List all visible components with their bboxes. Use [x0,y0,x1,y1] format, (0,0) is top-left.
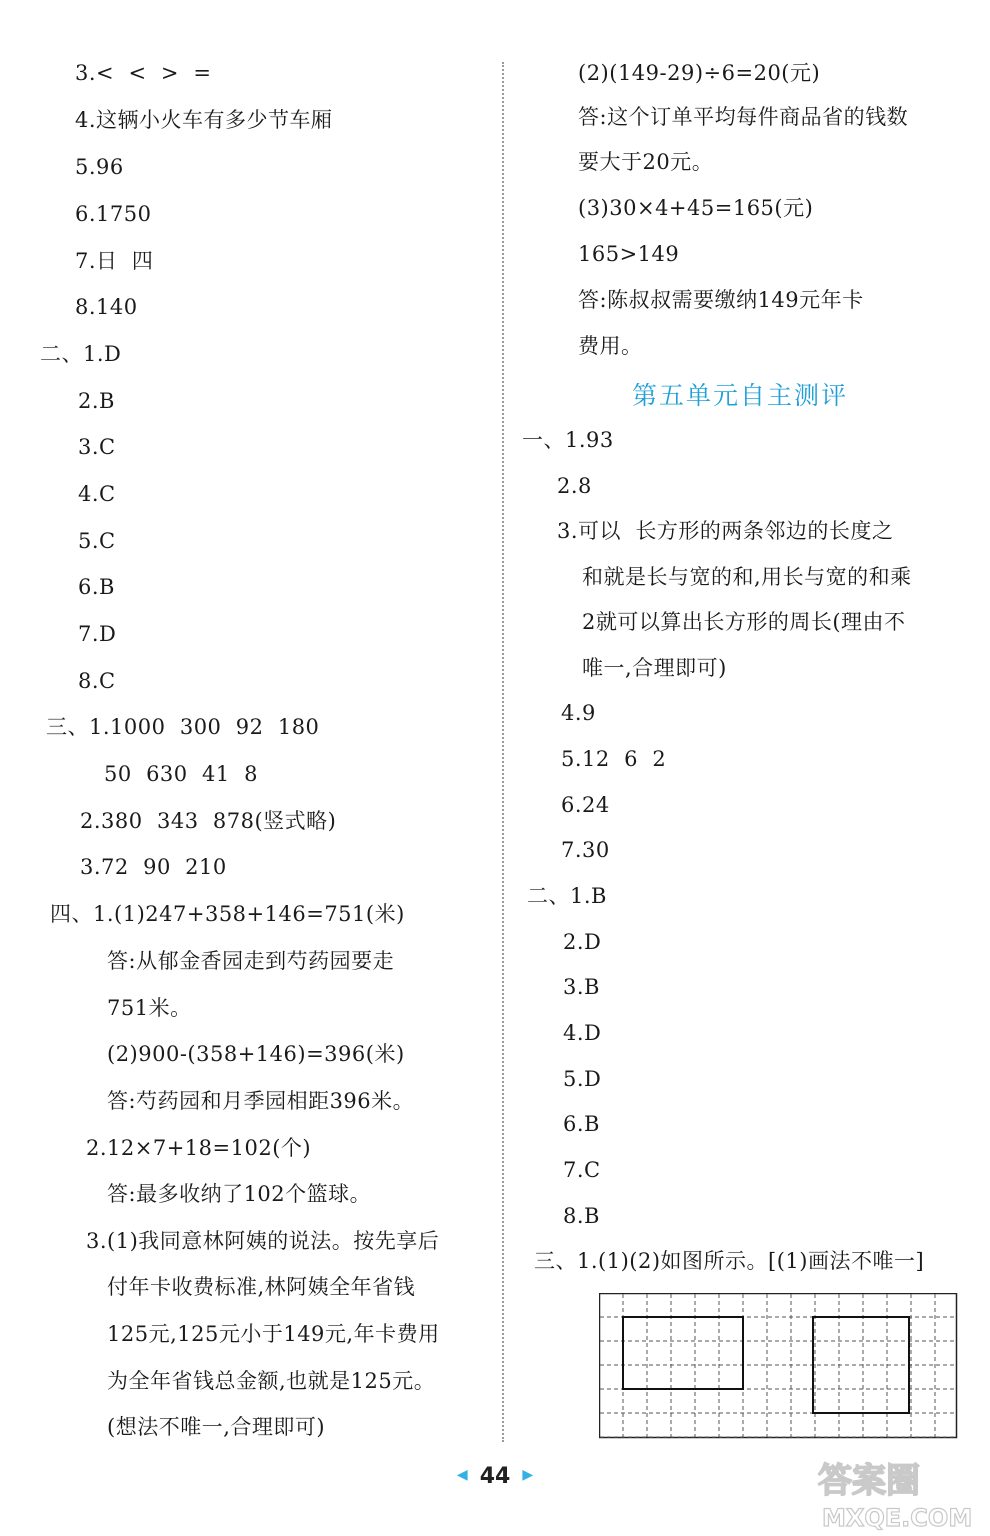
answer-line: 7.D [78,622,117,646]
answer-line: 751米。 [107,996,192,1020]
section-title: 第五单元自主测评 [631,381,848,410]
answer-line: 2.D [563,930,602,954]
answer-line: 答:这个订单平均每件商品省的钱数 [578,105,909,129]
answer-line: (想法不唯一,合理即可) [107,1415,326,1439]
answer-line: 7.日 四 [75,249,154,273]
answer-line: 3.< < > = [75,61,212,85]
answer-line: 4.C [78,482,116,506]
answer-line: 要大于20元。 [578,150,714,174]
answer-line: 答:从郁金香园走到芍药园要走 [107,949,395,973]
answer-line: 和就是长与宽的和,用长与宽的和乘 [582,565,912,589]
answer-line: (2)900-(358+146)=396(米) [107,1042,405,1066]
answer-line: 三、1.(1)(2)如图所示。[(1)画法不唯一] [534,1249,925,1273]
answer-line: 6.B [563,1112,600,1136]
answer-line: 7.C [563,1158,601,1182]
grid-figure [599,1293,959,1439]
answer-line: 3.B [563,975,600,999]
answer-line: 5.96 [75,155,124,179]
answer-line: 8.B [563,1204,600,1228]
answer-line: 付年卡收费标准,林阿姨全年省钱 [107,1275,416,1299]
column-divider [502,62,504,1442]
answer-line: 2就可以算出长方形的周长(理由不 [582,610,906,634]
answer-line: 125元,125元小于149元,年卡费用 [107,1322,440,1346]
answer-line: 50 630 41 8 [104,762,258,786]
answer-line: 8.140 [75,295,138,319]
answer-line: (2)(149-29)÷6=20(元) [578,61,821,85]
answer-line: 2.B [78,389,115,413]
answer-line: 唯一,合理即可) [582,656,727,680]
answer-line: 3.72 90 210 [80,855,227,879]
answer-line: 4.9 [561,701,596,725]
answer-line: 答:最多收纳了102个篮球。 [107,1182,372,1206]
answer-line: 165>149 [578,242,680,266]
answer-line: 四、1.(1)247+358+146=751(米) [50,902,405,926]
answer-line: (3)30×4+45=165(元) [578,196,814,220]
answer-line: 6.1750 [75,202,152,226]
watermark-domain: MXQE.COM [822,1504,973,1532]
answer-line: 2.380 343 878(竖式略) [80,809,337,833]
answer-line: 5.D [563,1067,602,1091]
answer-line: 3.C [78,435,116,459]
answer-line: 4.D [563,1021,602,1045]
answer-line: 三、1.1000 300 92 180 [46,715,320,739]
answer-line: 3.(1)我同意林阿姨的说法。按先享后 [86,1229,440,1253]
answer-line: 6.B [78,575,115,599]
arrow-right-icon: ▶ [522,1467,534,1483]
answer-line: 2.8 [557,474,592,498]
answer-line: 8.C [78,669,116,693]
answer-line: 为全年省钱总金额,也就是125元。 [107,1369,436,1393]
answer-line: 二、1.D [40,342,122,366]
answer-line: 答:陈叔叔需要缴纳149元年卡 [578,288,864,312]
answer-line: 二、1.B [527,884,607,908]
page-number: 44 [479,1464,511,1489]
rectangle-1 [623,1317,743,1389]
answer-line: 一、1.93 [522,428,614,452]
answer-line: 6.24 [561,793,610,817]
answer-line: 2.12×7+18=102(个) [86,1136,312,1160]
answer-line: 5.12 6 2 [561,747,667,771]
answer-line: 5.C [78,529,116,553]
answer-line: 4.这辆小火车有多少节车厢 [75,108,333,132]
watermark-text: 答案圈 [818,1461,920,1501]
answer-line: 7.30 [561,838,610,862]
answer-line: 费用。 [578,334,643,358]
answer-line: 答:芍药园和月季园相距396米。 [107,1089,415,1113]
watermark-logo [812,1452,980,1532]
answer-line: 3.可以 长方形的两条邻边的长度之 [557,519,894,543]
arrow-left-icon: ◀ [456,1467,468,1483]
